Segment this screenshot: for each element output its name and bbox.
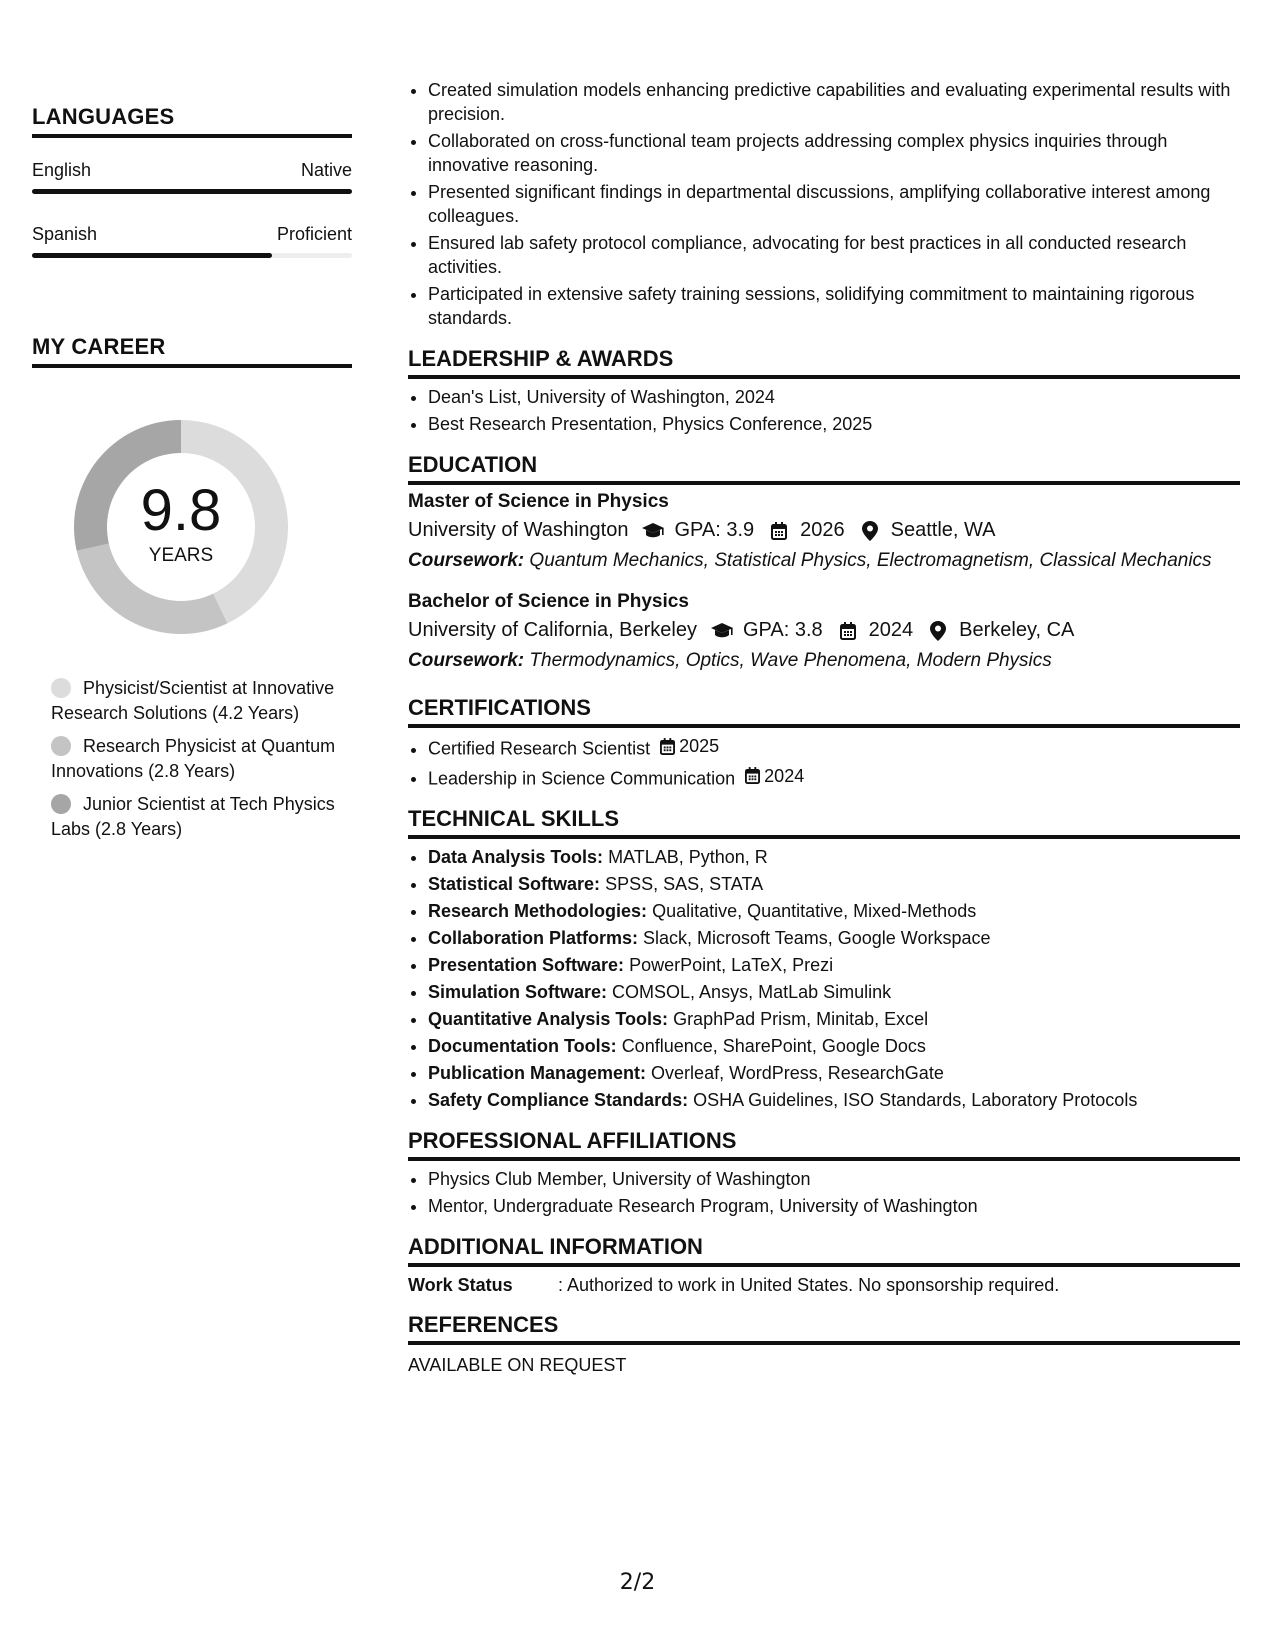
skill-item <box>428 953 1240 977</box>
skill-value: Overleaf, WordPress, ResearchGate <box>651 1063 944 1083</box>
experience-bullets <box>408 78 1240 330</box>
skill-label: Presentation Software: <box>428 955 625 975</box>
map-pin-icon <box>857 521 883 541</box>
skill-item <box>428 926 1240 950</box>
coursework-list: Quantum Mechanics, Statistical Physics, Electromagnetism, Classical Mechanics <box>529 550 1212 571</box>
page-number: 2/2 <box>619 1570 656 1595</box>
certification-name: Leadership in Science Communication <box>428 768 736 788</box>
skill-value: Confluence, SharePoint, Google Docs <box>621 1036 926 1056</box>
certification-name: Certified Research Scientist <box>428 738 651 759</box>
education-section <box>408 452 1240 673</box>
school-name: University of California, Berkeley <box>408 619 697 641</box>
graduation-year: 2024 <box>868 619 914 641</box>
calendar-icon <box>745 767 760 784</box>
skill-label: Collaboration Platforms: <box>428 928 639 948</box>
affiliation-item: • Mentor, Undergraduate Research Program, University of Washington <box>428 1194 1240 1218</box>
graduation-cap-icon <box>709 621 735 641</box>
experience-bullet: • Created simulation models enhancing predictive capabilities and evaluating experimental results with precision. <box>428 78 1240 126</box>
education-entry <box>408 591 1240 673</box>
language-level: Proficient <box>276 224 352 244</box>
degree-title: Bachelor of Science in Physics <box>408 591 689 612</box>
calendar-icon <box>835 621 861 641</box>
sidebar <box>32 104 352 850</box>
coursework-label: Coursework: <box>408 550 525 571</box>
work-status-label: Work Status <box>408 1275 513 1295</box>
skill-item <box>428 845 1240 869</box>
career-legend-item <box>51 676 341 726</box>
skill-item <box>428 1088 1240 1112</box>
work-status-row <box>408 1275 1240 1296</box>
language-bar-english <box>32 189 352 194</box>
graduation-cap-icon <box>640 521 666 541</box>
language-name: Spanish <box>32 224 98 244</box>
award-item: • Best Research Presentation, Physics Conference, 2025 <box>428 412 1240 436</box>
coursework-label: Coursework: <box>408 650 525 671</box>
coursework <box>408 548 1240 573</box>
affiliations-section <box>408 1128 1240 1218</box>
language-bar-fill <box>32 189 352 194</box>
legend-dot <box>51 794 71 814</box>
experience-bullet: • Ensured lab safety protocol compliance, advocating for best practices in all conducted research activities. <box>428 231 1240 279</box>
gpa: GPA: 3.8 <box>743 619 823 641</box>
skill-value: COMSOL, Ansys, MatLab Simulink <box>612 982 892 1002</box>
education-heading: EDUCATION <box>408 452 1240 485</box>
affiliations-heading: PROFESSIONAL AFFILIATIONS <box>408 1128 1240 1161</box>
career-legend-item <box>51 792 341 842</box>
legend-label: Physicist/Scientist at Innovative Research Solutions (4.2 Years) <box>51 678 335 723</box>
language-english <box>32 160 352 181</box>
legend-dot <box>51 736 71 756</box>
skill-label: Research Methodologies: <box>428 901 648 921</box>
leadership-section <box>408 346 1240 436</box>
skill-label: Statistical Software: <box>428 874 601 894</box>
certification-year: 2025 <box>679 736 720 756</box>
skill-item <box>428 980 1240 1004</box>
leadership-list <box>408 385 1240 436</box>
skill-item <box>428 1007 1240 1031</box>
certification-year: 2024 <box>764 765 805 786</box>
coursework-list: Thermodynamics, Optics, Wave Phenomena, Modern Physics <box>529 650 1052 671</box>
calendar-icon <box>766 521 792 541</box>
award-item: • Dean's List, University of Washington, 2024 <box>428 385 1240 409</box>
leadership-heading: LEADERSHIP & AWARDS <box>408 346 1240 379</box>
education-details <box>408 619 1240 642</box>
skill-value: PowerPoint, LaTeX, Prezi <box>629 955 834 975</box>
affiliation-item: • Physics Club Member, University of Washington <box>428 1167 1240 1191</box>
skill-value: SPSS, SAS, STATA <box>605 874 764 894</box>
degree-title: Master of Science in Physics <box>408 491 669 512</box>
skill-label: Documentation Tools: <box>428 1036 617 1056</box>
skill-label: Safety Compliance Standards: <box>428 1090 689 1110</box>
languages-heading: LANGUAGES <box>32 104 352 138</box>
education-details <box>408 519 1240 542</box>
skills-heading: TECHNICAL SKILLS <box>408 806 1240 839</box>
school-location: Seattle, WA <box>890 519 996 541</box>
language-level: Native <box>300 160 352 180</box>
career-legend-item <box>51 734 341 784</box>
certifications-list <box>408 734 1240 790</box>
skill-item <box>428 899 1240 923</box>
career-donut-chart <box>66 412 296 642</box>
career-legend <box>51 676 341 842</box>
legend-label: Research Physicist at Quantum Innovations (2.8 Years) <box>51 736 336 781</box>
skill-item <box>428 1061 1240 1085</box>
references-heading: REFERENCES <box>408 1312 1240 1345</box>
main-column <box>408 78 1240 1376</box>
donut-center <box>66 412 296 642</box>
graduation-year: 2026 <box>800 519 845 541</box>
experience-bullet: • Collaborated on cross-functional team projects addressing complex physics inquiries through innovative reasoning. <box>428 129 1240 177</box>
language-bar-fill <box>32 253 272 258</box>
skills-list <box>408 845 1240 1112</box>
certifications-section <box>408 695 1240 790</box>
career-total-years: 9.8 <box>140 478 222 543</box>
language-name: English <box>32 160 92 180</box>
skill-value: GraphPad Prism, Minitab, Excel <box>673 1009 929 1029</box>
school-name: University of Washington <box>408 519 629 541</box>
skill-value: Slack, Microsoft Teams, Google Workspace <box>643 928 991 948</box>
education-entry <box>408 491 1240 573</box>
skill-item <box>428 1034 1240 1058</box>
work-status-value: : Authorized to work in United States. No sponsorship required. <box>558 1275 1060 1295</box>
references-text: AVAILABLE ON REQUEST <box>408 1355 627 1375</box>
skill-label: Simulation Software: <box>428 982 608 1002</box>
certification-item <box>428 764 1240 791</box>
certifications-heading: CERTIFICATIONS <box>408 695 1240 728</box>
additional-info-heading: ADDITIONAL INFORMATION <box>408 1234 1240 1267</box>
certification-item <box>428 734 1240 761</box>
legend-dot <box>51 678 71 698</box>
skill-value: Qualitative, Quantitative, Mixed-Methods <box>652 901 977 921</box>
career-heading: MY CAREER <box>32 334 352 368</box>
experience-bullet: • Participated in extensive safety training sessions, solidifying commitment to maintaining rigorous standards. <box>428 282 1240 330</box>
experience-bullet: • Presented significant findings in departmental discussions, amplifying collaborative interest among colleagues. <box>428 180 1240 228</box>
career-total-unit: YEARS <box>148 545 214 566</box>
additional-info-section <box>408 1234 1240 1296</box>
skill-value: MATLAB, Python, R <box>608 847 768 867</box>
references-section <box>408 1312 1240 1376</box>
language-bar-spanish <box>32 253 352 258</box>
skill-value: OSHA Guidelines, ISO Standards, Laboratory Protocols <box>693 1090 1138 1110</box>
language-spanish <box>32 224 352 245</box>
skill-label: Data Analysis Tools: <box>428 847 604 867</box>
map-pin-icon <box>925 621 951 641</box>
skill-item <box>428 872 1240 896</box>
calendar-icon <box>660 738 675 755</box>
school-location: Berkeley, CA <box>959 619 1075 641</box>
coursework <box>408 648 1240 673</box>
skill-label: Publication Management: <box>428 1063 647 1083</box>
gpa: GPA: 3.9 <box>674 519 755 541</box>
skills-section <box>408 806 1240 1112</box>
legend-label: Junior Scientist at Tech Physics Labs (2.8 Years) <box>51 794 335 839</box>
skill-label: Quantitative Analysis Tools: <box>428 1009 669 1029</box>
affiliations-list <box>408 1167 1240 1218</box>
